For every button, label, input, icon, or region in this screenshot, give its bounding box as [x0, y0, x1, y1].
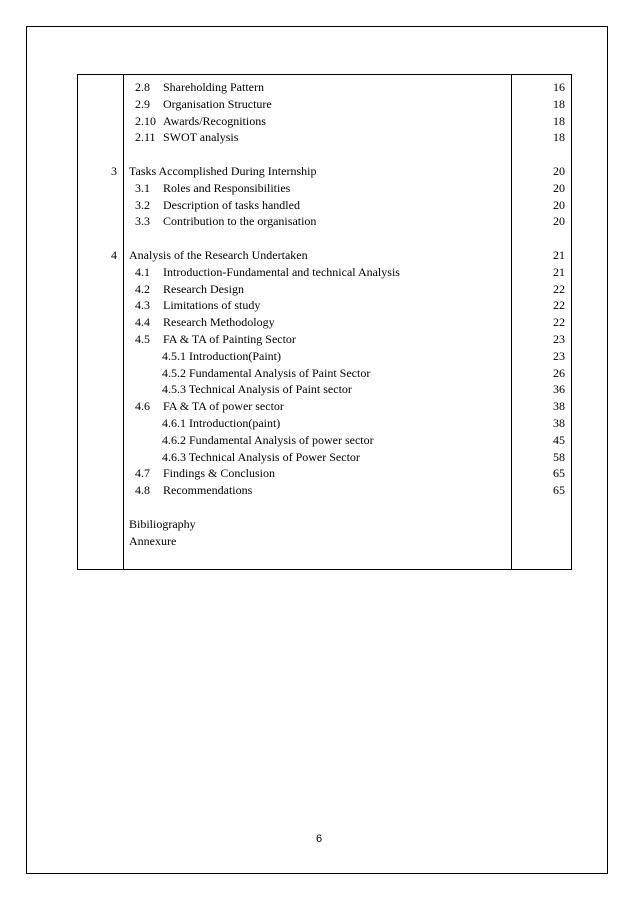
toc-entry-title: Analysis of the Research Undertaken: [129, 248, 308, 262]
toc-page-number: 23: [553, 332, 565, 346]
toc-page-number: 36: [553, 382, 565, 397]
toc-section-number: 3.1: [135, 180, 150, 195]
toc-section-number: 4.2: [135, 281, 150, 296]
toc-row: [78, 381, 571, 398]
toc-page-number: 18: [553, 113, 565, 128]
toc-row: [78, 533, 571, 550]
toc-page-number: 20: [553, 197, 565, 212]
toc-section-number: 2.9: [135, 96, 150, 111]
toc-row: [78, 180, 571, 197]
toc-chapter-number: 4: [111, 248, 117, 262]
toc-row: [78, 247, 571, 264]
toc-entry-title: Findings & Conclusion: [163, 466, 276, 481]
toc-row: [78, 281, 571, 298]
toc-section-number: 3.3: [135, 214, 150, 229]
toc-row: [78, 398, 571, 415]
toc-row: [78, 213, 571, 230]
toc-section-number: 4.5: [135, 332, 150, 346]
toc-entry-title: Research Methodology: [163, 315, 275, 330]
toc-page-number: 38: [553, 416, 565, 430]
toc-entry-title: 4.5.1 Introduction(Paint): [162, 348, 281, 363]
toc-row: [78, 365, 571, 382]
toc-entry-title: Recommendations: [163, 483, 253, 498]
toc-row: [78, 129, 571, 146]
toc-row: [78, 449, 571, 466]
toc-page-number: 65: [553, 483, 565, 498]
toc-row: [78, 113, 571, 130]
toc-entry-title: Shareholding Pattern: [163, 80, 264, 94]
toc-section-number: 4.3: [135, 298, 150, 313]
toc-page-number: 23: [553, 348, 565, 363]
toc-row: [78, 415, 571, 432]
toc-chapter-number: 3: [111, 164, 117, 178]
toc-section-number: 4.8: [135, 483, 150, 498]
toc-row: [78, 465, 571, 482]
toc-row: [78, 348, 571, 365]
toc-entry-title: Research Design: [163, 281, 244, 296]
toc-page-number: 22: [553, 298, 565, 313]
toc-page-number: 20: [553, 164, 565, 178]
toc-section-number: 4.6: [135, 399, 150, 414]
toc-entry-title: 4.6.1 Introduction(paint): [162, 416, 281, 430]
toc-page-number: 26: [553, 365, 565, 380]
toc-section-number: 2.8: [135, 80, 150, 94]
toc-row: [78, 264, 571, 281]
toc-entry-title: Tasks Accomplished During Internship: [129, 164, 317, 178]
toc-page-number: 38: [553, 399, 565, 414]
toc-row: [78, 197, 571, 214]
toc-page-number: 65: [553, 466, 565, 481]
toc-page-number: 21: [553, 248, 565, 262]
toc-entry-title: Roles and Responsibilities: [163, 180, 291, 195]
toc-section-number: 4.1: [135, 264, 150, 279]
toc-page-number: 20: [553, 180, 565, 195]
page-number: 6: [315, 833, 323, 845]
toc-section-number: 2.10: [135, 113, 156, 128]
toc-page-number: 58: [553, 449, 565, 464]
toc-section-number: 2.11: [135, 130, 156, 145]
toc-entry-title: FA & TA of power sector: [163, 399, 284, 414]
toc-row: [78, 314, 571, 331]
toc-row: [78, 163, 571, 180]
toc-entry-title: 4.5.3 Technical Analysis of Paint sector: [162, 382, 352, 397]
toc-page-number: 20: [553, 214, 565, 229]
toc-row: [78, 331, 571, 348]
toc-entry-title: Introduction-Fundamental and technical Analysis: [163, 264, 400, 279]
toc-entry-title: FA & TA of Painting Sector: [163, 332, 296, 346]
toc-section-number: 4.4: [135, 315, 150, 330]
toc-row: [78, 96, 571, 113]
toc-page-number: 45: [553, 432, 565, 447]
toc-section-number: 4.7: [135, 466, 150, 481]
toc-entry-title: Contribution to the organisation: [163, 214, 317, 229]
toc-entry-title: Awards/Recognitions: [163, 113, 266, 128]
toc-entry-title: SWOT analysis: [163, 130, 239, 145]
toc-page-number: 22: [553, 281, 565, 296]
table-of-contents: [77, 74, 572, 570]
toc-row: [78, 297, 571, 314]
toc-entry-title: Description of tasks handled: [163, 197, 300, 212]
toc-page-number: 22: [553, 315, 565, 330]
toc-entry-title: Limitations of study: [163, 298, 261, 313]
toc-entry-title: Bibiliography: [129, 516, 196, 531]
toc-entry-title: Organisation Structure: [163, 96, 272, 111]
toc-entry-title: Annexure: [129, 533, 177, 548]
toc-row: [78, 482, 571, 499]
toc-page-number: 18: [553, 96, 565, 111]
toc-row: [78, 79, 571, 96]
toc-entry-title: 4.6.2 Fundamental Analysis of power sector: [162, 432, 374, 447]
toc-row: [78, 432, 571, 449]
toc-row: [78, 516, 571, 533]
toc-page-number: 21: [553, 264, 565, 279]
toc-page-number: 18: [553, 130, 565, 145]
toc-entry-title: 4.5.2 Fundamental Analysis of Paint Sector: [162, 365, 371, 380]
toc-page-number: 16: [553, 80, 565, 94]
toc-section-number: 3.2: [135, 197, 150, 212]
toc-entry-title: 4.6.3 Technical Analysis of Power Sector: [162, 449, 360, 464]
